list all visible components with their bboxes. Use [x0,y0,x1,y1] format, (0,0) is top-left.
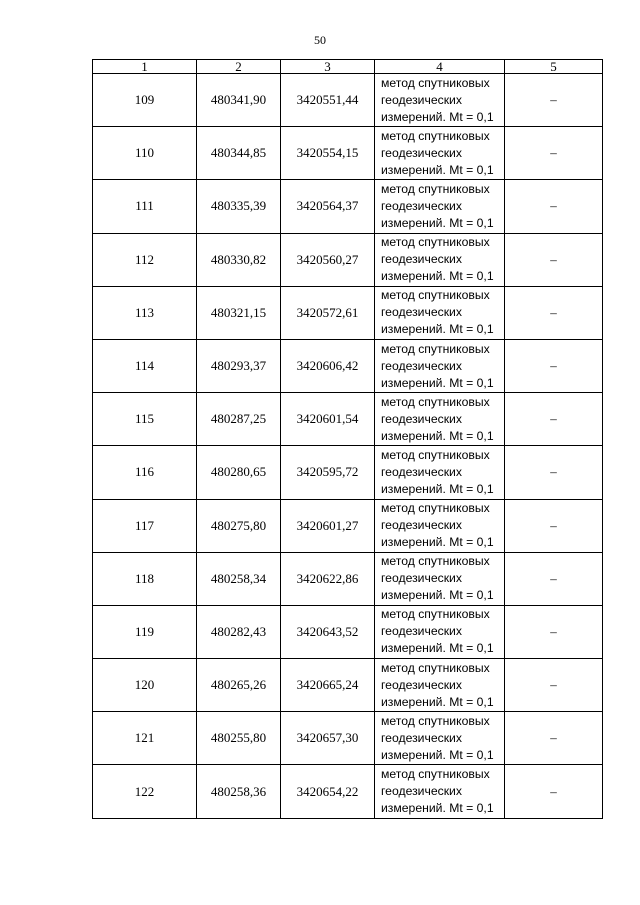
method-line: геодезических [381,730,462,745]
coordinate-y-cell: 3420657,30 [281,712,375,765]
method-line: метод спутниковых [381,607,490,622]
coordinate-x-cell: 480280,65 [197,446,281,499]
coordinate-x-cell: 480335,39 [197,180,281,233]
method-line: метод спутниковых [381,767,490,782]
method-line: геодезических [381,145,462,160]
method-cell [375,765,505,818]
method-line: геодезических [381,518,462,533]
method-cell [375,499,505,552]
coordinate-x-cell: 480258,36 [197,765,281,818]
method-line: геодезических [381,358,462,373]
table-row [93,127,603,180]
header-cell: 5 [505,60,603,74]
coordinate-y-cell: 3420595,72 [281,446,375,499]
point-number-cell: 117 [93,499,197,552]
method-line: метод спутниковых [381,128,490,143]
table-row [93,393,603,446]
coordinate-y-cell: 3420551,44 [281,74,375,127]
table-row [93,446,603,499]
method-line: измерений. Mt = 0,1 [381,747,494,762]
coordinate-y-cell: 3420554,15 [281,127,375,180]
point-number-cell: 122 [93,765,197,818]
method-line: метод спутниковых [381,181,490,196]
column-5-cell: – [505,339,603,392]
coordinate-y-cell: 3420564,37 [281,180,375,233]
method-line: измерений. Mt = 0,1 [381,694,494,709]
method-line: метод спутниковых [381,447,490,462]
method-line: метод спутниковых [381,554,490,569]
coordinate-x-cell: 480341,90 [197,74,281,127]
coordinate-x-cell: 480287,25 [197,393,281,446]
table-row [93,74,603,127]
method-cell [375,127,505,180]
coordinate-y-cell: 3420572,61 [281,286,375,339]
method-cell [375,712,505,765]
table-row [93,286,603,339]
coordinate-x-cell: 480258,34 [197,552,281,605]
method-line: измерений. Mt = 0,1 [381,588,494,603]
method-line: измерений. Mt = 0,1 [381,162,494,177]
coordinate-x-cell: 480255,80 [197,712,281,765]
column-5-cell: – [505,127,603,180]
coordinate-y-cell: 3420654,22 [281,765,375,818]
column-5-cell: – [505,180,603,233]
column-5-cell: – [505,286,603,339]
method-line: метод спутниковых [381,394,490,409]
point-number-cell: 120 [93,659,197,712]
method-line: геодезических [381,411,462,426]
coordinate-y-cell: 3420643,52 [281,605,375,658]
method-line: измерений. Mt = 0,1 [381,269,494,284]
method-line: измерений. Mt = 0,1 [381,215,494,230]
point-number-cell: 109 [93,74,197,127]
table-row [93,659,603,712]
method-cell [375,659,505,712]
table-row [93,499,603,552]
page-number: 50 [314,33,326,47]
method-line: измерений. Mt = 0,1 [381,375,494,390]
coordinate-x-cell: 480293,37 [197,339,281,392]
method-line: измерений. Mt = 0,1 [381,481,494,496]
point-number-cell: 116 [93,446,197,499]
point-number-cell: 111 [93,180,197,233]
method-line: метод спутниковых [381,713,490,728]
method-line: метод спутниковых [381,75,490,90]
column-5-cell: – [505,393,603,446]
coordinate-x-cell: 480321,15 [197,286,281,339]
header-cell: 1 [93,60,197,74]
method-line: метод спутниковых [381,288,490,303]
method-cell [375,446,505,499]
table-row [93,339,603,392]
method-cell [375,339,505,392]
method-cell [375,180,505,233]
coordinate-x-cell: 480265,26 [197,659,281,712]
coordinate-y-cell: 3420622,86 [281,552,375,605]
table-row [93,712,603,765]
method-line: геодезических [381,92,462,107]
table-row [93,180,603,233]
point-number-cell: 119 [93,605,197,658]
column-5-cell: – [505,712,603,765]
header-cell: 4 [375,60,505,74]
column-5-cell: – [505,74,603,127]
method-cell [375,605,505,658]
table-row [93,605,603,658]
method-line: измерений. Mt = 0,1 [381,322,494,337]
method-cell [375,74,505,127]
method-line: геодезических [381,624,462,639]
method-line: метод спутниковых [381,235,490,250]
method-cell [375,552,505,605]
method-line: геодезических [381,677,462,692]
column-5-cell: – [505,765,603,818]
column-5-cell: – [505,552,603,605]
column-5-cell: – [505,233,603,286]
coordinate-x-cell: 480344,85 [197,127,281,180]
point-number-cell: 113 [93,286,197,339]
method-line: метод спутниковых [381,341,490,356]
method-line: измерений. Mt = 0,1 [381,801,494,816]
coordinates-table [92,59,603,819]
coordinate-y-cell: 3420601,27 [281,499,375,552]
table-row [93,552,603,605]
coordinate-x-cell: 480275,80 [197,499,281,552]
method-line: геодезических [381,252,462,267]
coordinate-y-cell: 3420606,42 [281,339,375,392]
table-header-row [93,60,603,74]
coordinate-y-cell: 3420665,24 [281,659,375,712]
table-body [93,60,603,819]
method-line: геодезических [381,571,462,586]
method-cell [375,286,505,339]
column-5-cell: – [505,499,603,552]
point-number-cell: 118 [93,552,197,605]
table-row [93,233,603,286]
coordinate-x-cell: 480282,43 [197,605,281,658]
coordinate-y-cell: 3420560,27 [281,233,375,286]
table-row [93,765,603,818]
column-5-cell: – [505,659,603,712]
point-number-cell: 115 [93,393,197,446]
column-5-cell: – [505,605,603,658]
method-line: измерений. Mt = 0,1 [381,428,494,443]
method-cell [375,233,505,286]
point-number-cell: 110 [93,127,197,180]
point-number-cell: 121 [93,712,197,765]
point-number-cell: 112 [93,233,197,286]
column-5-cell: – [505,446,603,499]
header-cell: 3 [281,60,375,74]
method-line: геодезических [381,198,462,213]
method-line: метод спутниковых [381,501,490,516]
header-cell: 2 [197,60,281,74]
method-line: геодезических [381,305,462,320]
method-line: измерений. Mt = 0,1 [381,535,494,550]
coordinate-y-cell: 3420601,54 [281,393,375,446]
method-line: измерений. Mt = 0,1 [381,641,494,656]
method-line: геодезических [381,784,462,799]
method-line: измерений. Mt = 0,1 [381,109,494,124]
method-cell [375,393,505,446]
coordinate-x-cell: 480330,82 [197,233,281,286]
point-number-cell: 114 [93,339,197,392]
method-line: геодезических [381,464,462,479]
method-line: метод спутниковых [381,660,490,675]
